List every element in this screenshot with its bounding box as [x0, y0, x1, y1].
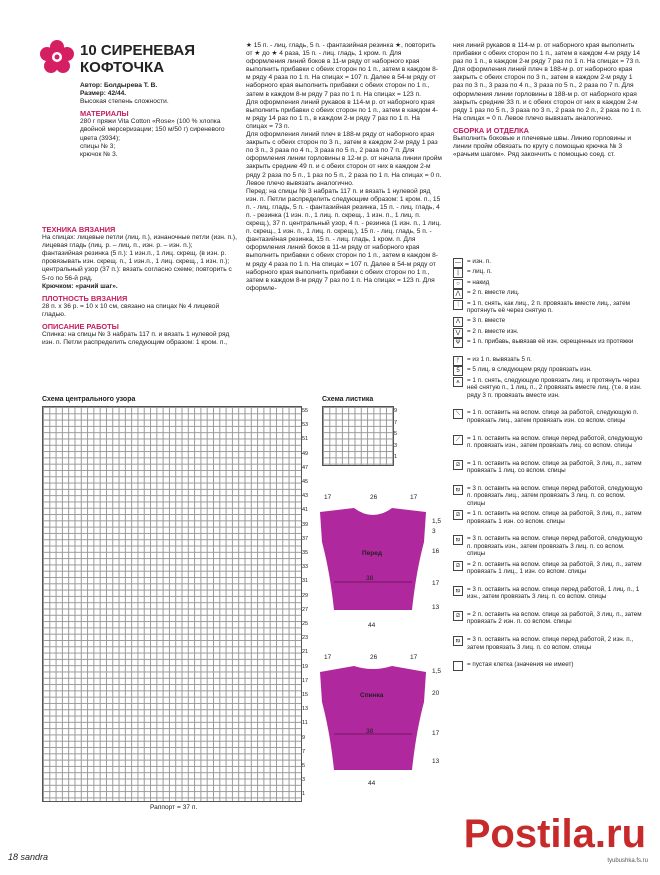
- legend-item: [453, 586, 643, 601]
- page-title: 10 СИРЕНЕВАЯ КОФТОЧКА: [80, 42, 196, 76]
- legend-text: = пустая клетка (значения не имеет): [467, 661, 574, 669]
- legend-item: [453, 409, 643, 424]
- legend-text: = 1 п. снять, как лиц., 2 п. провязать вместе лиц., затем протянуть её через снятую п.: [467, 299, 630, 314]
- legend-symbol: ⟍: [453, 409, 463, 419]
- legend-symbol: ⧅: [453, 586, 463, 596]
- legend-item: [453, 356, 643, 363]
- front-dim-top-right: 17: [410, 494, 418, 501]
- assembly-text: Выполнить боковые и плечевые швы. Линию горловины и линии пройм обвязать по кругу с помощью крючка № 3 «рачьим шагом». Ряд закончить с помощью соед. ст.: [453, 135, 632, 159]
- legend-item: [453, 279, 643, 286]
- legend-symbol: |: [453, 268, 463, 278]
- left-column: [80, 42, 238, 159]
- legend-item: [453, 561, 643, 576]
- central-chart-rapport: Раппорт = 37 п.: [150, 804, 198, 811]
- middle-p3: Для оформления линий плеч в 188-м ряду от наборного края закрыть с обеих сторон по 3 п., затем в каждом 2-м ряду 1 раз по 3 п., 3 раза по 4 п., 3 раза по 5 п., 2 раза по 7 п. Для оформления линии горловины в 12-м р. от начала линии пройм закрыть средние 49 п. и с обеих сторон от них в каждом 2-м ряду 2 раза по 5 п., 1 раз по 5 п., 2 раза по 1 п. На спицах = 0 п. Левое плечо вывязать аналогично.: [246, 131, 442, 187]
- row-number: 27: [302, 606, 309, 613]
- row-number: 13: [302, 706, 309, 713]
- front-dim-side5: 13: [432, 604, 440, 611]
- density-text: 28 п. х 36 р. = 10 х 10 см, связано на спицах № 4 лицевой гладью.: [42, 302, 220, 318]
- legend-symbol: ⋀: [453, 289, 463, 299]
- middle-p4: Перед: на спицы № 3 набрать 117 п. и вязать 1 нулевой ряд изн. п. Петли распределить следующим образом: 1 кром. п., 15 п. - лиц. гладь, 5 п. - фантазийная резинка, 15 п. - лиц. гладь, 4 п. - резинка (1 изн. п., 1 лиц. п. скрещ., 1 изн. п., 1 лиц. п. скрещ.), 37 п. центральный узор, 4 п. - резинка (1 изн. п., 1 лиц. п. скрещ., 1 изн. п., 1 лиц. п. скрещ.), 15 п. - лиц. гладь, 5 п. - фантазийная резинка, 15 п. - лиц. гладь, 1 кром. п. Для оформления линий боков в 11-м ряду от наборного края выполнить прибавки с обеих сторон по 1 п., затем в каждом 8-м ряду 4 раза по 1 п. На спицах = 107 п. Далее в 54-м ряду от наборного края выполнить прибавки с обеих сторон по 1 п., затем в каждом 8-м ряду 7 раз по 1 п. На спицах = 123 п. Для оформле-: [246, 187, 442, 292]
- legend-item: [453, 535, 643, 557]
- legend-symbol: ⋁: [453, 328, 463, 338]
- row-number: 9: [302, 734, 306, 741]
- legend-text: = 3 п. вместе: [467, 317, 506, 325]
- technique-heading: ТЕХНИКА ВЯЗАНИЯ: [42, 225, 116, 234]
- row-number: 15: [302, 692, 309, 698]
- legend-text: = 1 п. оставить на вспом. спице за работой, 3 лиц. п., затем провязать 1 изн. со вспом. спицы: [467, 510, 642, 525]
- middle-column: [246, 42, 442, 293]
- back-dim-side2: 20: [432, 690, 440, 697]
- legend-text: = 1 п. оставить на вспом. спице за работой, следующую п. провязать лиц., затем провязать изн. со вспом. спицы: [467, 409, 639, 424]
- front-shape: [318, 502, 428, 614]
- back-dim-side1: 1,5: [432, 668, 442, 675]
- legend-symbol: 5: [453, 366, 463, 376]
- row-number: 7: [394, 419, 398, 426]
- row-number: 19: [302, 663, 309, 670]
- legend-symbol: Ψ: [453, 338, 463, 348]
- row-number: 35: [302, 550, 309, 556]
- row-number: 55: [302, 408, 309, 414]
- row-number: 1: [394, 454, 398, 460]
- row-number: 51: [302, 436, 309, 443]
- central-chart-grid: [42, 406, 302, 802]
- right-p1: ния линий рукавов в 114-м р. от наборного края выполнить прибавки с обеих сторон по 1 п., затем в каждом 4-м ряду 14 раз по 1 п., в каждом 2-м ряду 7 раз по 1 п. На спицах = 73 п. Для оформления линий плеч в 188-м р. от наборного края закрыть с обеих сторон по 3 п., затем в каждом 2-м ряду 1 раз по 3 п., 3 раза по 4 п., 3 раза по 5 п., 2 раза по 7 п. Для оформления линии горловины в 188-м р. от наборного края закрыть средние 33 п. и с обеих сторон от них в каждом 2-м ряду 1 раз по 5 п., 3 раза по 3 п., 2 раза по 2 п., 2 раза по 1 п. На спицах = 0 п. Левое плечо вывязать аналогично.: [453, 42, 642, 122]
- legend-symbol: —: [455, 260, 461, 266]
- legend-item: [453, 289, 643, 296]
- row-number: 3: [394, 442, 398, 449]
- legend-item: [453, 460, 643, 475]
- row-number: 25: [302, 621, 309, 627]
- watermark: Postila.ru: [463, 812, 646, 856]
- front-dim-side3: 16: [432, 548, 440, 555]
- back-shape: [318, 662, 428, 774]
- page-number: 18 sandra: [8, 852, 49, 862]
- legend-item: [453, 268, 643, 275]
- row-number: 1: [302, 791, 306, 798]
- difficulty: Высокая степень сложности.: [80, 98, 169, 106]
- back-dim-top-left: 17: [324, 654, 332, 661]
- legend-text: = 1 п. снять, следующую провязать лиц. и протянуть через неё снятую п., 1 лиц. п., 2 провязать вместе лиц. (т.е. в изн. ряду 3 п. провязать вместе изн.: [467, 376, 642, 399]
- legend-text: = изн. п.: [467, 258, 491, 265]
- row-number: 43: [302, 493, 309, 500]
- legend-symbol: [453, 661, 463, 671]
- description-heading: ОПИСАНИЕ РАБОТЫ: [42, 322, 119, 332]
- front-dim-side4: 17: [432, 580, 440, 587]
- assembly-heading: СБОРКА И ОТДЕЛКА: [453, 125, 529, 135]
- legend-symbol: ᛁ: [453, 300, 463, 310]
- legend-text: = лиц. п.: [467, 268, 492, 276]
- row-number: 29: [302, 592, 309, 599]
- right-column: [453, 42, 643, 159]
- legend-item: [453, 317, 643, 324]
- back-dim-side3: 17: [432, 730, 440, 737]
- legend-symbol: ⧄: [453, 460, 463, 470]
- middle-p2: Для оформления линий рукавов в 114-м р. от наборного края выполнить прибавки с обеих сторон по 1 п., затем в каждом 4-м ряду 14 раз по 1 п., в каждом 2-м ряду 7 раз по 1 п. На спицах = 73 п.: [246, 98, 438, 130]
- front-dim-bottom: 44: [368, 622, 376, 629]
- technique-text1: На спицах: лицевые петли (лиц. п.), изнаночные петли (изн. п.), лицевая гладь (лиц. р. – лиц. п., изн. р. – изн. п.);: [42, 234, 237, 250]
- leaf-chart-grid: [322, 406, 394, 466]
- size: Размер: 42/44.: [80, 90, 127, 98]
- materials-heading: МАТЕРИАЛЫ: [80, 109, 129, 119]
- materials-line1: 280 г пряжи Vita Cotton «Rose» (100 % хлопка двойной мерсеризации; 150 м/50 г) сиреневого цвета (3934);: [80, 118, 225, 142]
- legend-item: [453, 258, 643, 265]
- legend-symbol: ○: [453, 279, 463, 289]
- materials-line2: спицы № 3;: [80, 142, 116, 150]
- row-number: 3: [302, 777, 306, 784]
- row-number: 39: [302, 521, 309, 528]
- legend-symbol: ⧅: [453, 535, 463, 545]
- row-number: 9: [394, 408, 398, 414]
- back-dim-side4: 13: [432, 758, 440, 765]
- legend-item: [453, 636, 643, 651]
- legend-text: = из 1 п. вывязать 5 п.: [467, 356, 532, 363]
- materials-line3: крючок № 3.: [80, 150, 118, 158]
- legend-item: [453, 300, 643, 315]
- row-number: 5: [394, 431, 398, 437]
- row-number: 11: [302, 720, 308, 727]
- legend-symbol: ⧄: [453, 611, 463, 621]
- legend-item: [453, 328, 643, 335]
- legend-text: = 5 лиц. в следующем ряду провязать изн.: [467, 366, 592, 374]
- row-number: 31: [302, 578, 309, 585]
- row-number: 47: [302, 464, 309, 471]
- legend-item: [453, 661, 643, 668]
- row-number: 41: [302, 507, 309, 514]
- legend-text: = 1 п. оставить на вспом. спице перед работой, следующую п. провязать изн., затем провязать лиц. со вспом. спицы: [467, 434, 643, 449]
- row-number: 33: [302, 564, 309, 571]
- row-number: 23: [302, 635, 309, 642]
- front-dim-top-mid: 26: [370, 494, 378, 501]
- legend-text: = 3 п. оставить на вспом. спице перед работой, 2 изн. п., затем провязать 3 лиц. п. со вспом. спицы: [467, 636, 634, 651]
- legend-symbol: ⟋: [453, 435, 463, 445]
- description-text: Спинка: на спицы № 3 набрать 117 п. и вязать 1 нулевой ряд изн. п. Петли распределить следующим образом: 1 кром. п.,: [42, 331, 230, 347]
- legend-item: [453, 377, 643, 399]
- front-dim-side1: 1,5: [432, 518, 442, 525]
- legend-item: [453, 611, 643, 626]
- back-dim-width: 38: [366, 728, 374, 735]
- row-number: 5: [302, 763, 306, 769]
- flower-logo-icon: [40, 40, 74, 74]
- legend-symbol: ⧄: [453, 561, 463, 571]
- technique-text3: центральный узор (37 п.): вязать согласно схеме; повторить с 5-го по 56-й ряд.: [42, 266, 232, 282]
- legend-symbol: ⧅: [453, 485, 463, 495]
- technique-text4: Крючком: «рачий шаг».: [42, 282, 118, 290]
- left-column-lower: [42, 222, 238, 347]
- legend-item: [453, 435, 643, 450]
- legend-text: = 3 п. оставить на вспом. спице перед работой, 1 лиц. п., 1 изн., затем провязать 3 лиц. п. со вспом. спицы: [467, 585, 640, 601]
- technique-text2: фантазийная резинка (5 п.): 1 изн.п., 1 лиц. скрещ. (в изн. р. провязывать изн. скрещ. п., 1 изн.п., 1 лиц. скрещ., 1 изн. п.);: [42, 250, 230, 266]
- legend-text: = 1 п. прибавь, вывязав её изн. скрещенных из протяжки: [467, 338, 634, 346]
- legend-symbol: ⩚: [453, 377, 463, 387]
- density-heading: ПЛОТНОСТЬ ВЯЗАНИЯ: [42, 293, 128, 303]
- legend-symbol: Λ: [453, 317, 463, 327]
- leaf-chart-title: Схема листика: [322, 396, 374, 403]
- legend-symbol: ⧅: [453, 636, 463, 646]
- legend-symbol: ᚠ: [453, 356, 463, 366]
- author: Автор: Болдырева Т. В.: [80, 82, 158, 89]
- legend-text: = 3 п. оставить на вспом. спице перед работой, следующую п. провязать изн., затем провязать 3 лиц. п. со вспом. спицы: [467, 535, 643, 558]
- legend-text: = 2 п. оставить на вспом. спице за работой, 3 лиц. п., затем провязать 1 лиц., 1 изн. со вспом. спицы: [467, 560, 642, 575]
- front-dim-top-left: 17: [324, 494, 332, 501]
- row-number: 7: [302, 748, 306, 755]
- legend-text: = 3 п. оставить на вспом. спице перед работой, следующую п. провязать лиц., затем провязать 3 лиц. п. со вспом. спицы: [467, 485, 643, 507]
- legend-item: [453, 366, 643, 373]
- front-dim-width: 38: [366, 575, 374, 582]
- back-dim-bottom: 44: [368, 780, 376, 787]
- row-number: 53: [302, 422, 309, 429]
- legend-text: = 1 п. оставить на вспом. спице за работой, 3 лиц. п., затем провязать 1 лиц. со вспом. спицы: [467, 459, 642, 475]
- legend-text: = 2 п. оставить на вспом. спице за работой, 3 лиц. п., затем провязать 2 изн. п. со вспом. спицы: [467, 611, 642, 626]
- central-chart-title: Схема центрального узора: [42, 396, 136, 403]
- legend-text: = 2 п. вместе лиц.: [467, 289, 520, 297]
- row-number: 21: [302, 649, 309, 656]
- legend-item: [453, 338, 643, 345]
- back-label: Спинка: [360, 692, 384, 699]
- site-credit: tyubushka.fs.ru: [607, 858, 648, 864]
- legend-text: = 2 п. вместе изн.: [467, 327, 519, 335]
- row-number: 49: [302, 450, 309, 457]
- row-number: 17: [302, 677, 309, 684]
- back-dim-top-mid: 26: [370, 654, 378, 661]
- legend-text: = накид: [467, 278, 490, 286]
- row-number: 37: [302, 535, 309, 542]
- legend-item: [453, 485, 643, 507]
- legend-item: [453, 510, 643, 525]
- front-dim-side2: 3: [432, 528, 436, 535]
- front-label: Перед: [362, 550, 382, 557]
- row-number: 45: [302, 479, 309, 485]
- middle-p1: ★ 15 п. - лиц. гладь, 5 п. - фантазийная резинка ★, повторить от ★ до ★ 4 раза, 15 п. - лиц. гладь, 1 кром. п. Для оформления линий боков в 11-м ряду от наборного края выполнить прибавки с обеих сторон по 1 п., затем в каждом 8-м ряду 4 раза по 1 п. На спицах = 107 п. Далее в 54-м ряду от наборного края выполнить прибавки с обеих сторон по 1 п., затем в каждом 8-м ряду 7 раз по 1 п. На спицах = 123 п.: [246, 42, 438, 98]
- legend-symbol: ⧄: [453, 510, 463, 520]
- back-dim-top-right: 17: [410, 654, 418, 661]
